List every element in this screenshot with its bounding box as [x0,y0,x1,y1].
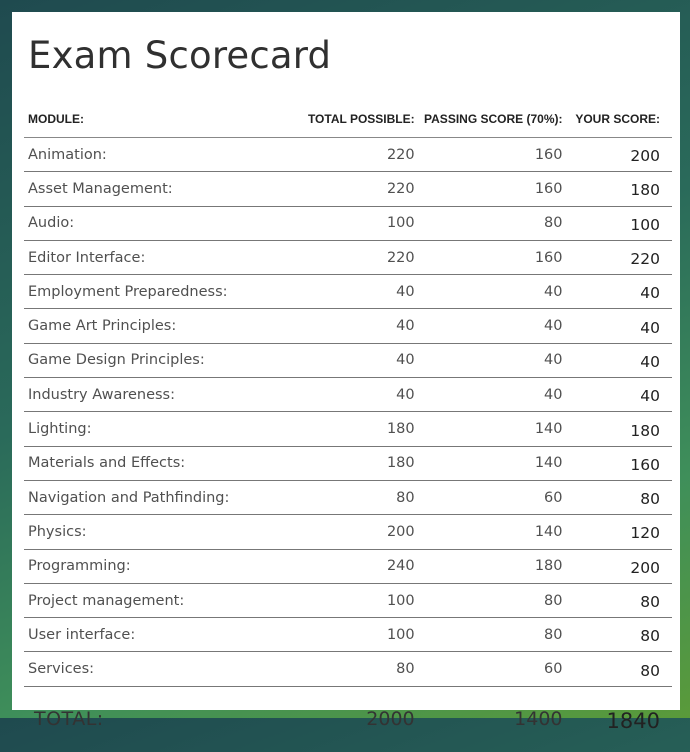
header-total-possible: TOTAL POSSIBLE: [289,100,415,138]
table-row [24,412,672,446]
module-cell: Asset Management: [24,172,289,206]
module-cell: Project management: [24,583,289,617]
total-possible-cell: 220 [289,138,415,172]
total-possible-cell: 100 [289,583,415,617]
passing-score-cell: 160 [415,138,563,172]
your-score-cell: 40 [563,378,673,412]
module-cell: Programming: [24,549,289,583]
total-possible-cell: 40 [289,309,415,343]
your-score-cell: 180 [563,412,673,446]
passing-score-cell: 140 [415,412,563,446]
table-body [24,138,672,687]
passing-score-cell: 80 [415,206,563,240]
table-row [24,378,672,412]
your-score-cell: 40 [563,343,673,377]
total-possible-cell: 100 [289,618,415,652]
header-your-score: YOUR SCORE: [563,100,673,138]
table-row [24,583,672,617]
passing-score-cell: 140 [415,446,563,480]
header-passing-score: PASSING SCORE (70%): [415,100,563,138]
totals-passing-score: 1400 [514,708,563,731]
your-score-cell: 100 [563,206,673,240]
passing-score-cell: 40 [415,275,563,309]
your-score-cell: 40 [563,309,673,343]
passing-score-cell: 80 [415,618,563,652]
your-score-cell: 80 [563,618,673,652]
total-possible-cell: 180 [289,446,415,480]
your-score-cell: 200 [563,549,673,583]
passing-score-cell: 40 [415,343,563,377]
passing-score-cell: 40 [415,309,563,343]
totals-label: TOTAL: [34,708,104,731]
module-cell: Animation: [24,138,289,172]
passing-score-cell: 40 [415,378,563,412]
your-score-cell: 80 [563,480,673,514]
your-score-cell: 40 [563,275,673,309]
table-row [24,480,672,514]
table-row [24,343,672,377]
passing-score-cell: 160 [415,172,563,206]
table-row [24,240,672,274]
table-row [24,652,672,686]
page-title: Exam Scorecard [28,34,332,77]
your-score-cell: 220 [563,240,673,274]
table-row [24,138,672,172]
table-row [24,515,672,549]
your-score-cell: 160 [563,446,673,480]
totals-total-possible: 2000 [366,708,415,731]
total-possible-cell: 100 [289,206,415,240]
module-cell: Editor Interface: [24,240,289,274]
passing-score-cell: 180 [415,549,563,583]
module-cell: Materials and Effects: [24,446,289,480]
table-row [24,275,672,309]
header-module: MODULE: [24,100,289,138]
table-row [24,172,672,206]
module-cell: Services: [24,652,289,686]
total-possible-cell: 180 [289,412,415,446]
total-possible-cell: 220 [289,172,415,206]
passing-score-cell: 60 [415,652,563,686]
totals-your-score: 1840 [606,708,660,733]
module-cell: Employment Preparedness: [24,275,289,309]
module-cell: Industry Awareness: [24,378,289,412]
passing-score-cell: 80 [415,583,563,617]
your-score-cell: 80 [563,583,673,617]
module-cell: Physics: [24,515,289,549]
total-possible-cell: 80 [289,652,415,686]
scorecard-panel [12,12,680,733]
module-cell: Audio: [24,206,289,240]
table-header-row [24,100,672,138]
total-possible-cell: 240 [289,549,415,583]
total-possible-cell: 80 [289,480,415,514]
total-possible-cell: 40 [289,343,415,377]
passing-score-cell: 60 [415,480,563,514]
your-score-cell: 200 [563,138,673,172]
total-possible-cell: 200 [289,515,415,549]
total-possible-cell: 40 [289,378,415,412]
module-cell: Navigation and Pathfinding: [24,480,289,514]
passing-score-cell: 160 [415,240,563,274]
table-row [24,618,672,652]
your-score-cell: 180 [563,172,673,206]
module-cell: Lighting: [24,412,289,446]
total-possible-cell: 220 [289,240,415,274]
totals-row [24,686,672,752]
module-cell: User interface: [24,618,289,652]
total-possible-cell: 40 [289,275,415,309]
your-score-cell: 80 [563,652,673,686]
table-row [24,309,672,343]
module-cell: Game Design Principles: [24,343,289,377]
table-row [24,549,672,583]
module-cell: Game Art Principles: [24,309,289,343]
table-row [24,206,672,240]
your-score-cell: 120 [563,515,673,549]
scores-table [24,100,672,752]
table-row [24,446,672,480]
passing-score-cell: 140 [415,515,563,549]
